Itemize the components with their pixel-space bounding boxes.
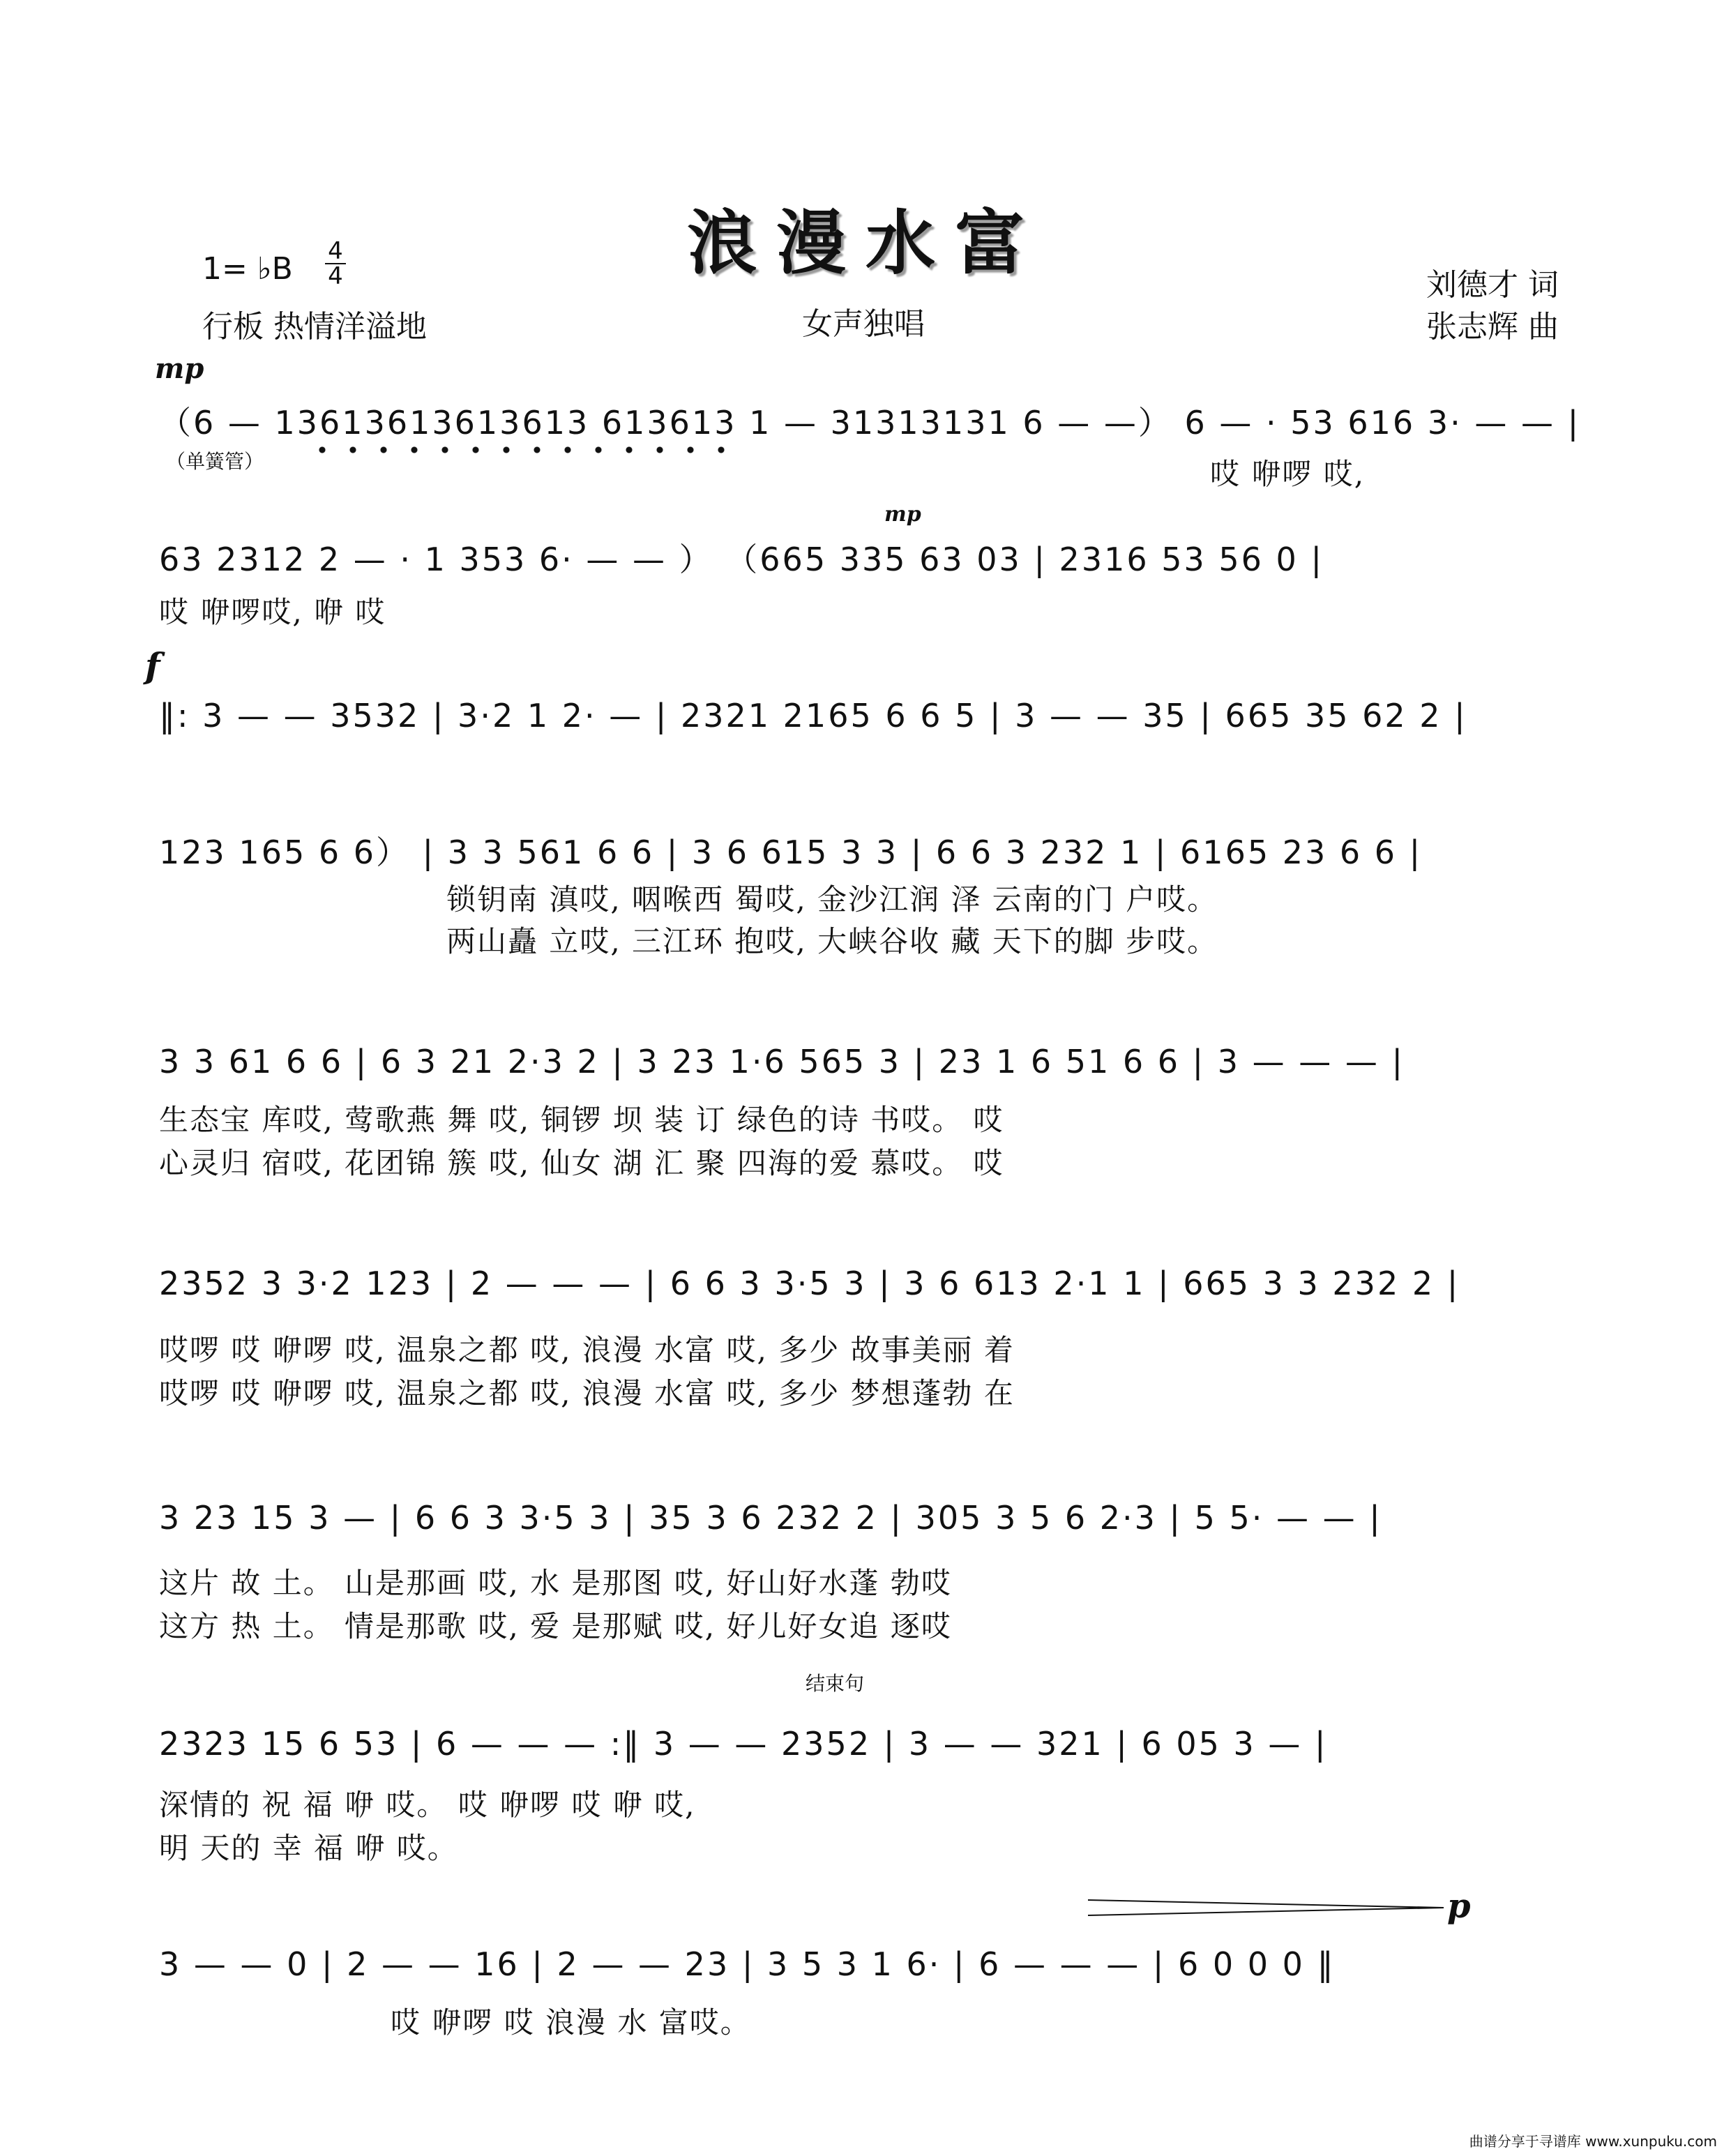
lyric-line-5-verse-2: 心灵归 宿哎, 花团锦 簇 哎, 仙女 湖 汇 聚 四海的爱 慕哎。 哎 [159,1146,1004,1180]
dynamic-f: f [145,645,160,686]
lyric-line-5-verse-1: 生态宝 库哎, 莺歌燕 舞 哎, 铜锣 坝 装 订 绿色的诗 书哎。 哎 [159,1103,1004,1137]
page-title: 浪漫水富 [687,202,1044,284]
score-line-6-notes: 2352 3 3·2 123 | 2 — — — | 6 6 3 3·5 3 | 3 6 613 2·1 1 | 665 3 3 232 2 | [159,1265,1460,1302]
score-line-5 [159,1036,1617,1087]
key-signature: 1= ♭B [202,251,293,287]
lower-octave-dots [307,446,725,453]
time-signature [325,237,346,290]
lyric-line-8-verse-2: 明 天的 幸 福 咿 哎。 [159,1831,458,1865]
decrescendo-hairpin [1088,1897,1451,1918]
score-line-1 [159,398,1617,448]
meter-top: 4 [328,237,343,265]
score-line-9-notes: 3 — — 0 | 2 — — 16 | 2 — — 23 | 3 5 3 1 6· | 6 — — — | 6 0 0 0 ‖ [159,1945,1336,1983]
decrescendo-icon [1088,1897,1451,1918]
score-line-8-notes: 2323 15 6 53 | 6 — — — :‖ 3 — — 2352 | 3 — — 321 | 6 05 3 — | [159,1725,1328,1763]
score-line-4 [159,827,1617,877]
tempo-marking: 行板 热情洋溢地 [202,309,427,345]
score-line-7-notes: 3 23 15 3 — | 6 6 3 3·5 3 | 35 3 6 232 2 | 305 3 5 6 2·3 | 5 5· — — | [159,1499,1382,1537]
ending-label: 结束句 [806,1672,865,1695]
score-line-3-notes: ‖: 3 — — 3532 | 3·2 1 2· — | 2321 2165 6 6 5 | 3 — — 35 | 665 35 62 2 | [159,697,1467,734]
score-line-9 [159,1939,1617,1989]
score-line-2-notes: 63 2312 2 — · 1 353 6· — — ） （665 335 63 03 | 2316 53 56 0 | [159,541,1324,578]
lyric-line-1-verse-1: 哎 咿啰 哎, [1210,457,1366,491]
composer: 张志辉 曲 [1426,309,1559,345]
lyric-line-4-verse-2: 两山矗 立哎, 三江环 抱哎, 大峡谷收 藏 天下的脚 步哎。 [446,924,1218,958]
score-line-7 [159,1493,1617,1543]
lyric-line-7-verse-1: 这片 故 土。 山是那画 哎, 水 是那图 哎, 好山好水蓬 勃哎 [159,1566,952,1600]
score-line-2 [159,534,1617,585]
lyric-line-6-verse-1: 哎啰 哎 咿啰 哎, 温泉之都 哎, 浪漫 水富 哎, 多少 故事美丽 着 [159,1333,1015,1367]
footer-watermark: 曲谱分享于寻谱库 www.xunpuku.com [1469,2133,1717,2150]
dynamic-mp-2: mp [884,502,921,527]
lyric-line-4-verse-1: 锁钥南 滇哎, 咽喉西 蜀哎, 金沙江润 泽 云南的门 户哎。 [446,882,1218,917]
lyric-line-7-verse-2: 这方 热 土。 情是那歌 哎, 爱 是那赋 哎, 好儿好女追 逐哎 [159,1609,952,1643]
instrument-note: （单簧管） [166,450,264,473]
score-line-6 [159,1258,1617,1309]
dynamic-p: p [1447,1887,1471,1926]
performance-note: 女声独唱 [802,306,925,342]
lyric-line-2-verse-1: 哎 咿啰哎, 咿 哎 [159,595,386,629]
meter-bottom: 4 [328,262,343,290]
lyric-line-9-verse-1: 哎 咿啰 哎 浪漫 水 富哎。 [391,2005,751,2040]
lyric-line-6-verse-2: 哎啰 哎 咿啰 哎, 温泉之都 哎, 浪漫 水富 哎, 多少 梦想蓬勃 在 [159,1376,1015,1410]
score-line-4-notes: 123 165 6 6） | 3 3 561 6 6 | 3 6 615 3 3 | 6 6 3 232 1 | 6165 23 6 6 | [159,834,1423,871]
lyricist: 刘德才 词 [1426,267,1559,303]
dynamic-mp: mp [155,352,204,385]
lyric-line-8-verse-1: 深情的 祝 福 咿 哎。 哎 咿啰 哎 咿 哎, [159,1788,696,1822]
score-line-8 [159,1719,1617,1769]
score-line-5-notes: 3 3 61 6 6 | 6 3 21 2·3 2 | 3 23 1·6 565 3 | 23 1 6 51 6 6 | 3 — — — | [159,1043,1405,1080]
score-line-1-notes: （6 — 13613613613613 613613 1 — 31313131 6 — —） 6 — · 53 616 3· — — | [159,404,1581,442]
score-line-3 [159,691,1617,741]
